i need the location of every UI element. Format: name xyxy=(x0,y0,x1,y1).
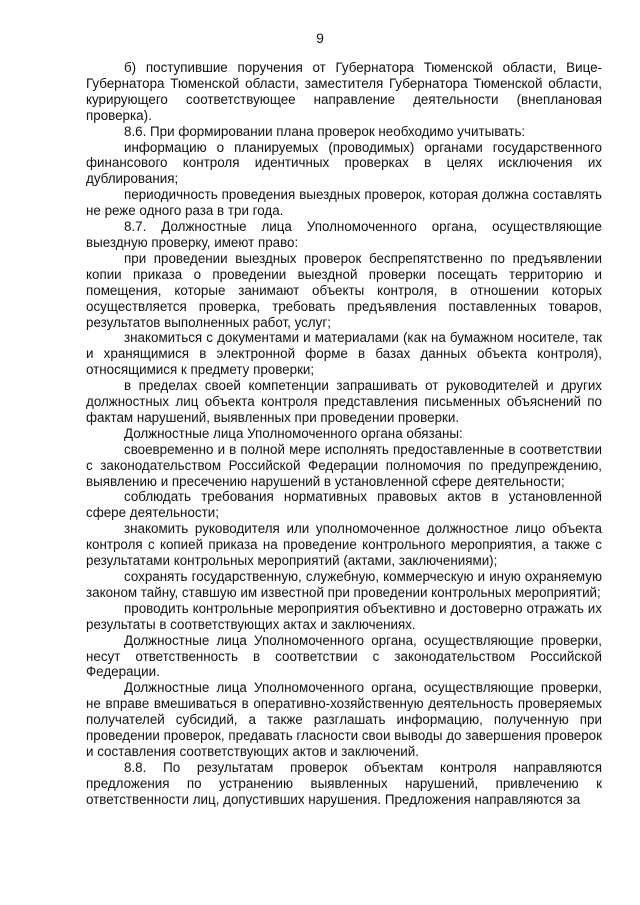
paragraph: 8.8. По результатам проверок объектам контроля направляются предложения по устранению выявленных нарушений, привлечению к ответственности лиц, допустивших нарушения. Предложения направляются за xyxy=(86,759,602,807)
paragraph: в пределах своей компетенции запрашивать от руководителей и других должностных лиц объекта контроля представления письменных объяснений по фактам нарушений, выявленных при проведении проверки. xyxy=(86,378,602,425)
page-number: 9 xyxy=(316,30,324,46)
document-body xyxy=(86,60,602,808)
paragraph: знакомиться с документами и материалами (как на бумажном носителе, так и хранящимися в электронной форме в базах данных объекта контроля), относящимися к предмету проверки; xyxy=(86,330,602,378)
paragraph: 8.6. При формировании плана проверок необходимо учитывать: xyxy=(124,123,526,139)
paragraph: б) поступившие поручения от Губернатора Тюменской области, Вице-Губернатора Тюменской области, заместителя Губернатора Тюменской области, курирующего соответствующее направление деятельности (внеплановая проверка). xyxy=(86,60,602,123)
paragraph: сохранять государственную, служебную, коммерческую и иную охраняемую законом тайну, ставшую им известной при проведении контрольных мероприятий; xyxy=(86,569,602,600)
paragraph: знакомить руководителя или уполномоченное должностное лицо объекта контроля с копией приказа на проведение контрольного мероприятия, а также с результатами контрольных мероприятий (актами, заключениями); xyxy=(86,521,602,569)
paragraph: Должностные лица Уполномоченного органа, осуществляющие проверки, не вправе вмешиваться в оперативно-хозяйственную деятельность проверяемых получателей субсидий, а также разглашать информацию, полученную при проведении проверок, предавать гласности свои выводы до завершения проверок и составления соответствующих актов и заключений. xyxy=(86,680,602,759)
paragraph: 8.7. Должностные лица Уполномоченного органа, осуществляющие выездную проверку, имеют право: xyxy=(86,219,602,250)
paragraph: периодичность проведения выездных проверок, которая должна составлять не реже одного раза в три года. xyxy=(86,187,602,219)
paragraph: Должностные лица Уполномоченного органа обязаны: xyxy=(124,425,463,441)
paragraph: информацию о планируемых (проводимых) органами государственного финансового контроля идентичных проверках в целях исключения их дублирования; xyxy=(86,139,602,187)
paragraph: проводить контрольные мероприятия объективно и достоверно отражать их результаты в соответствующих актах и заключениях. xyxy=(86,600,602,632)
paragraph: при проведении выездных проверок беспрепятственно по предъявлении копии приказа о проведении выездной проверки посещать территорию и помещения, которые занимают объекты контроля, в отношении которых осуществляется проверка, требовать предъявления поставленных товаров, результатов выполненных работ, услуг; xyxy=(86,250,602,330)
paragraph: соблюдать требования нормативных правовых актов в установленной сфере деятельности; xyxy=(86,489,602,521)
paragraph: Должностные лица Уполномоченного органа, осуществляющие проверки, несут ответственность в соответствии с законодательством Российской Федерации. xyxy=(86,632,602,680)
paragraph: своевременно и в полной мере исполнять предоставленные в соответствии с законодательством Российской Федерации полномочия по предупреждению, выявлению и пресечению нарушений в установленной сфере деятельности; xyxy=(86,441,602,489)
